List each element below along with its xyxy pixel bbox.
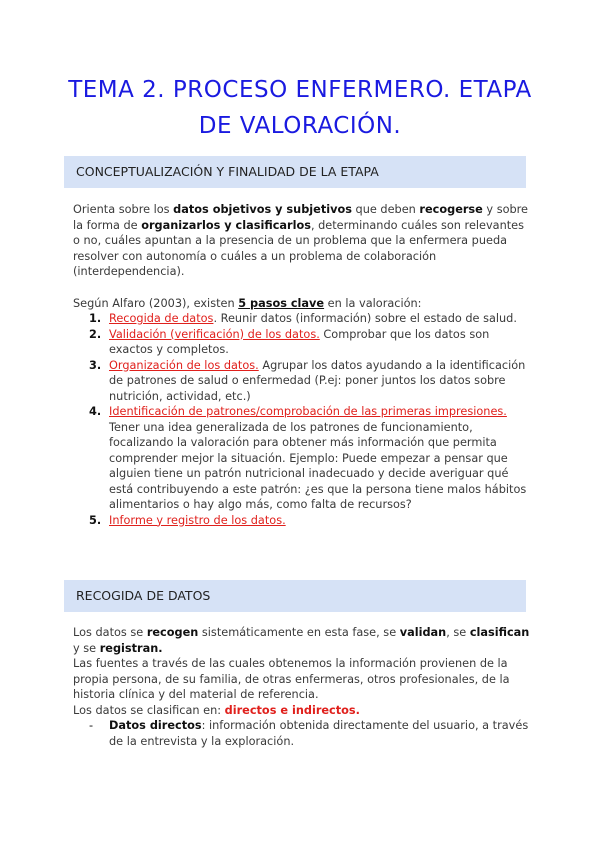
list-item bbox=[73, 513, 531, 529]
document-title: TEMA 2. PROCESO ENFERMERO. ETAPA DE VALORACIÓN. bbox=[68, 77, 532, 139]
step-link[interactable]: Recogida de datos bbox=[109, 312, 214, 325]
bold-run: validan bbox=[399, 626, 447, 639]
list-item bbox=[73, 404, 531, 513]
section-heading-conceptualizacion: CONCEPTUALIZACIÓN Y FINALIDAD DE LA ETAPA bbox=[64, 156, 526, 188]
bold-run: Datos directos bbox=[109, 719, 202, 732]
bold-run: organizarlos y clasificarlos bbox=[141, 218, 311, 232]
list-number: 5. bbox=[89, 513, 102, 527]
step-link[interactable]: Organización de los datos. bbox=[109, 358, 259, 372]
text-run: Los datos se bbox=[73, 626, 147, 639]
list-number: 1. bbox=[89, 312, 102, 325]
text-run: : información obtenida directamente del usuario, a través de la entrevista y la exploración. bbox=[109, 719, 529, 748]
red-bold-run: directos e indirectos. bbox=[224, 703, 360, 717]
text-run: Los datos se clasifican en: bbox=[73, 703, 225, 717]
list-item bbox=[73, 358, 531, 405]
step-text: Tener una idea generalizada de los patrones de funcionamiento, focalizando la valoración para obtener más información que permita comprender mejor la situación. Ejemplo: Puede empezar a pensar que alguien tiene un patrón nutricional inadecuado y decide averiguar qué está contribuyendo a este patrón: ¿es que la persona tiene malos hábitos alimentarios o hay algo más, como falta de recursos? bbox=[109, 420, 527, 511]
paragraph-orienta bbox=[73, 202, 531, 280]
paragraph-recogen bbox=[73, 625, 531, 656]
text-run: y sobre la forma de bbox=[73, 203, 529, 232]
text-run: que deben bbox=[351, 203, 420, 216]
section-heading-recogida: RECOGIDA DE DATOS bbox=[64, 580, 526, 612]
paragraph-alfaro bbox=[73, 296, 531, 312]
text-run: sistemáticamente en esta fase, se bbox=[198, 626, 400, 639]
list-number: 4. bbox=[89, 405, 102, 418]
step-link[interactable]: Validación (verificación) de los datos. bbox=[109, 327, 320, 341]
list-number: 2. bbox=[89, 327, 102, 341]
text-run: en la valoración: bbox=[324, 296, 422, 310]
data-types-list bbox=[73, 718, 531, 749]
step-text: Comprobar que los datos son exactos y completos. bbox=[109, 327, 490, 356]
bold-underlined-run: 5 pasos clave bbox=[238, 296, 325, 310]
dash-marker: - bbox=[89, 719, 94, 732]
text-run: y se bbox=[73, 641, 100, 655]
bold-run: registran. bbox=[99, 641, 163, 655]
text-run: , se bbox=[446, 626, 470, 639]
paragraph-fuentes: Las fuentes a través de las cuales obtenemos la información provienen de la propia persona, de su familia, de otras enfermeras, otros profesionales, de la historia clínica y del material de referencia. bbox=[73, 657, 510, 701]
list-item bbox=[73, 311, 531, 327]
text-run: , determinando cuáles son relevantes o no, cuáles apuntan a la presencia de un problema que la enfermera pueda resolver con autonomía o cuáles a un problema de colaboración (interdependencia). bbox=[73, 218, 525, 278]
section-conceptualizacion-body bbox=[73, 202, 531, 528]
text-run: Orienta sobre los bbox=[73, 203, 174, 216]
list-item bbox=[73, 327, 531, 358]
steps-list bbox=[73, 311, 531, 528]
bold-run: recogen bbox=[146, 626, 199, 639]
list-item bbox=[73, 718, 531, 749]
bold-run: clasifican bbox=[469, 626, 530, 639]
step-link[interactable]: Informe y registro de los datos. bbox=[109, 513, 286, 527]
step-text: . Reunir datos (información) sobre el estado de salud. bbox=[213, 312, 517, 325]
step-text: Agrupar los datos ayudando a la identificación de patrones de salud o enfermedad (P.ej: poner juntos los datos sobre nutrición, actividad, etc.) bbox=[109, 358, 526, 403]
bold-run: datos objetivos y subjetivos bbox=[173, 203, 352, 216]
text-run: Según Alfaro (2003), existen bbox=[73, 296, 239, 310]
bold-run: recogerse bbox=[419, 203, 483, 216]
section-recogida-body bbox=[73, 625, 531, 749]
paragraph-clasifican bbox=[73, 703, 531, 719]
list-number: 3. bbox=[89, 358, 102, 372]
step-link[interactable]: Identificación de patrones/comprobación de las primeras impresiones. bbox=[109, 405, 507, 418]
